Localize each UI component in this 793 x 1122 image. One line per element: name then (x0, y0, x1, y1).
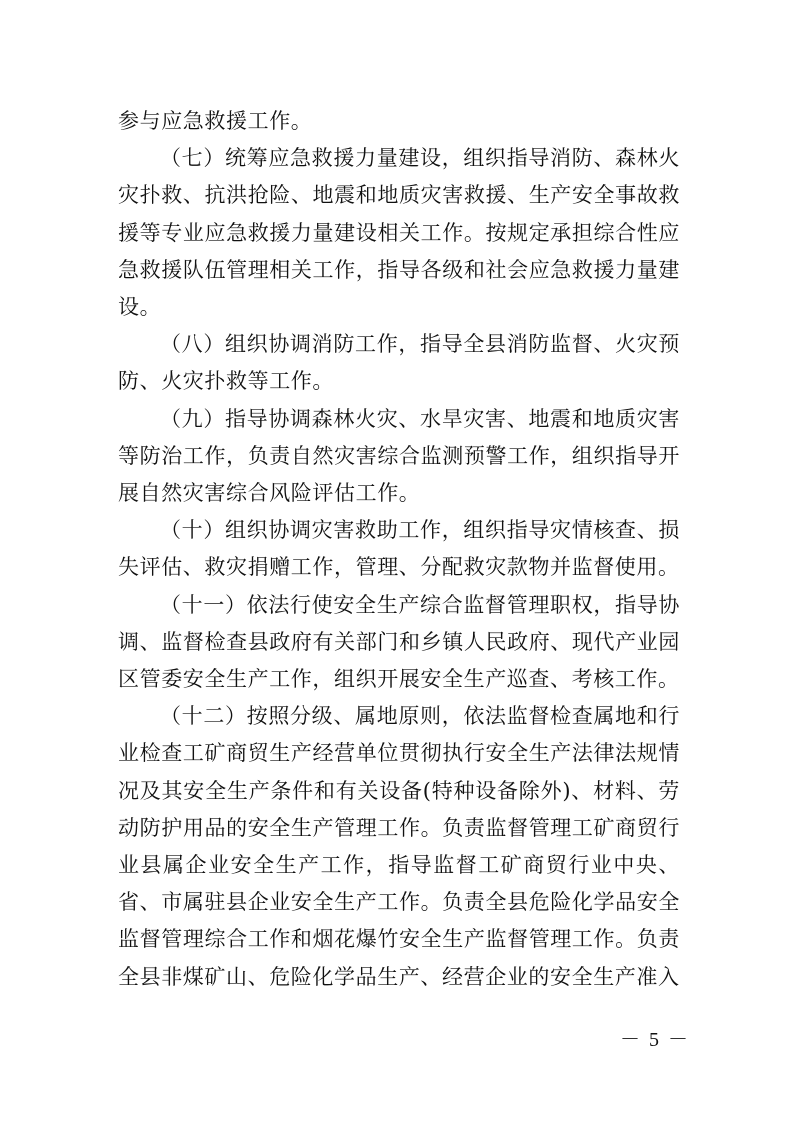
paragraph-item-12: （十二）按照分级、属地原则，依法监督检查属地和行业检查工矿商贸生产经营单位贯彻执行安全生产法律法规情况及其安全生产条件和有关设备(特种设备除外)、材料、劳动防护用品的安全生产管理工作。负责监督管理工矿商贸行业县属企业安全生产工作，指导监督工矿商贸行业中央、省、市属驻县企业安全生产工作。负责全县危险化学品安全监督管理综合工作和烟花爆竹安全生产监督管理工作。负责全县非煤矿山、危险化学品生产、经营企业的安全生产准入 (118, 704, 680, 989)
paragraph-item-10: （十）组织协调灾害救助工作，组织指导灾情核查、损失评估、救灾捐赠工作，管理、分配救灾款物并监督使用。 (118, 518, 680, 580)
paragraph-item-9: （九）指导协调森林火灾、水旱灾害、地震和地质灾害等防治工作，负责自然灾害综合监测预警工作，组织指导开展自然灾害综合风险评估工作。 (118, 406, 680, 506)
paragraph-item-7: （七）统筹应急救援力量建设，组织指导消防、森林火灾扑救、抗洪抢险、地震和地质灾害救援、生产安全事故救援等专业应急救援力量建设相关工作。按规定承担综合性应急救援队伍管理相关工作，指导各级和社会应急救援力量建设。 (118, 146, 680, 320)
page-number: － 5 － (620, 1029, 690, 1051)
paragraph-item-8: （八）组织协调消防工作，指导全县消防监督、火灾预防、火灾扑救等工作。 (118, 332, 680, 394)
paragraph-item-11: （十一）依法行使安全生产综合监督管理职权，指导协调、监督检查县政府有关部门和乡镇人民政府、现代产业园区管委安全生产工作，组织开展安全生产巡查、考核工作。 (118, 592, 680, 692)
document-body (118, 103, 680, 996)
paragraph-continuation: 参与应急救援工作。 (118, 109, 313, 133)
